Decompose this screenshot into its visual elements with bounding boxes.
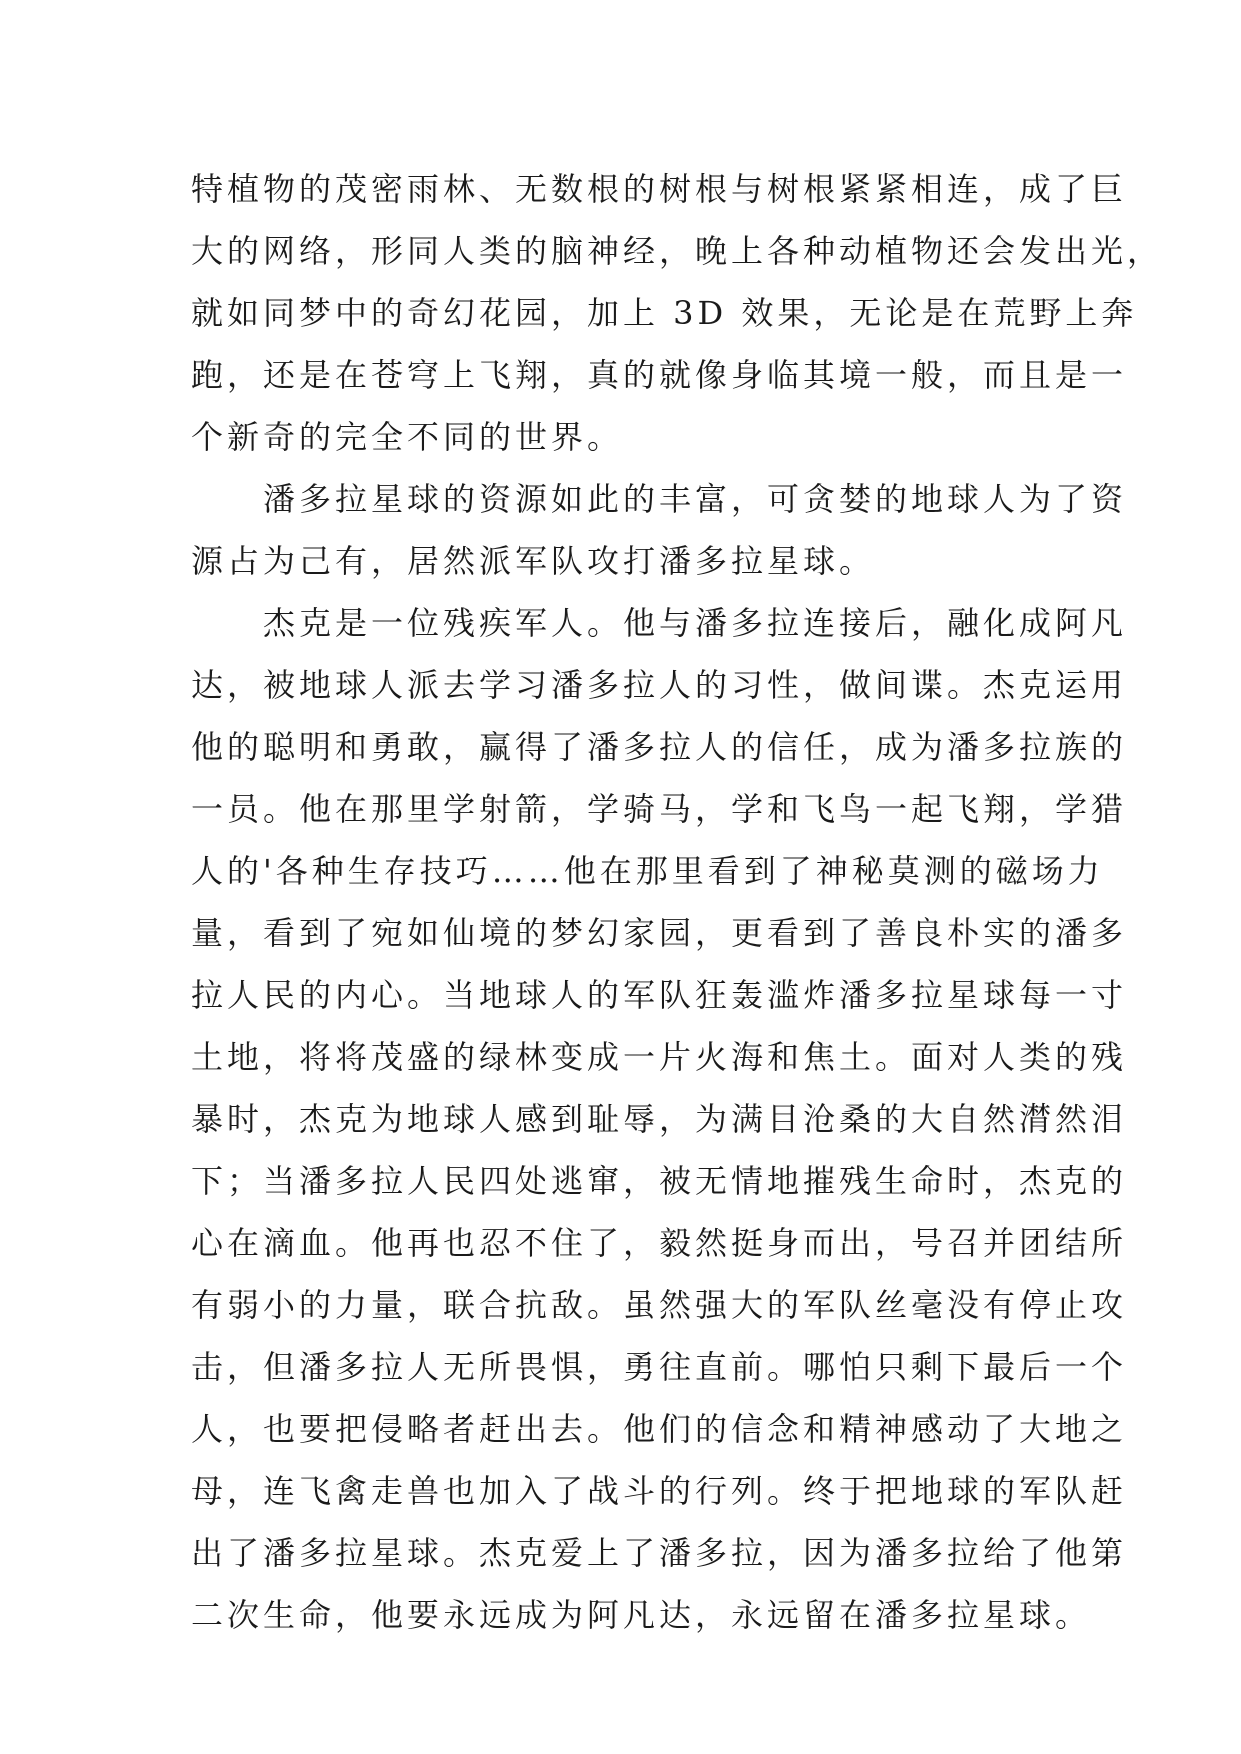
body-text bbox=[191, 158, 1164, 1646]
text-line: 特植物的茂密雨林、无数根的树根与树根紧紧相连，成了巨 bbox=[191, 170, 1128, 208]
text-line: 二次生命，他要永远成为阿凡达，永远留在潘多拉星球。 bbox=[191, 1596, 1092, 1634]
text-line: 下；当潘多拉人民四处逃窜，被无情地摧残生命时，杰克的 bbox=[191, 1162, 1128, 1200]
text-line: 杰克是一位残疾军人。他与潘多拉连接后，融化成阿凡 bbox=[191, 604, 1128, 642]
text-line: 土地，将将茂盛的绿林变成一片火海和焦土。面对人类的残 bbox=[191, 1038, 1128, 1076]
text-line: 暴时，杰克为地球人感到耻辱，为满目沧桑的大自然潸然泪 bbox=[191, 1100, 1128, 1138]
text-line: 心在滴血。他再也忍不住了，毅然挺身而出，号召并团结所 bbox=[191, 1224, 1128, 1262]
text-line: 拉人民的内心。当地球人的军队狂轰滥炸潘多拉星球每一寸 bbox=[191, 976, 1128, 1014]
text-line: 量，看到了宛如仙境的梦幻家园，更看到了善良朴实的潘多 bbox=[191, 914, 1128, 952]
text-line: 出了潘多拉星球。杰克爱上了潘多拉，因为潘多拉给了他第 bbox=[191, 1534, 1128, 1572]
text-line: 源占为己有，居然派军队攻打潘多拉星球。 bbox=[191, 542, 876, 580]
text-line: 潘多拉星球的资源如此的丰富，可贪婪的地球人为了资 bbox=[191, 480, 1128, 518]
text-line: 个新奇的完全不同的世界。 bbox=[191, 418, 624, 456]
text-line: 击，但潘多拉人无所畏惧，勇往直前。哪怕只剩下最后一个 bbox=[191, 1348, 1128, 1386]
text-line: 大的网络，形同人类的脑神经，晚上各种动植物还会发出光， bbox=[191, 232, 1164, 270]
text-line: 人的'各种生存技巧……他在那里看到了神秘莫测的磁场力 bbox=[191, 852, 1104, 890]
text-line: 他的聪明和勇敢，赢得了潘多拉人的信任，成为潘多拉族的 bbox=[191, 728, 1128, 766]
text-line: 跑，还是在苍穹上飞翔，真的就像身临其境一般，而且是一 bbox=[191, 356, 1128, 394]
text-line: 就如同梦中的奇幻花园，加上 3D 效果，无论是在荒野上奔 bbox=[191, 294, 1138, 332]
text-line: 人，也要把侵略者赶出去。他们的信念和精神感动了大地之 bbox=[191, 1410, 1128, 1448]
text-line: 达，被地球人派去学习潘多拉人的习性，做间谍。杰克运用 bbox=[191, 666, 1128, 704]
text-line: 有弱小的力量，联合抗敌。虽然强大的军队丝毫没有停止攻 bbox=[191, 1286, 1128, 1324]
text-line: 一员。他在那里学射箭，学骑马，学和飞鸟一起飞翔，学猎 bbox=[191, 790, 1128, 828]
text-line: 母，连飞禽走兽也加入了战斗的行列。终于把地球的军队赶 bbox=[191, 1472, 1128, 1510]
